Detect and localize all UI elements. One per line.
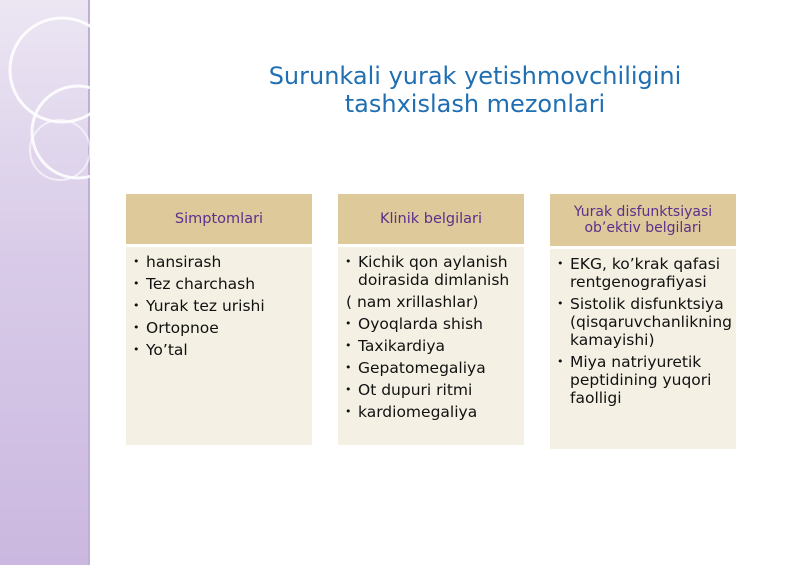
list-item: • Yo’tal [133, 341, 188, 359]
list-item: • Miya natriyuretik peptidining yuqori faolligi [557, 353, 712, 407]
list-item: • Oyoqlarda shish [345, 315, 483, 333]
column-body [550, 249, 736, 449]
list-item: • EKG, ko’krak qafasi rentgenografiyasi [557, 255, 721, 291]
slide-title [200, 62, 750, 118]
item-list [556, 255, 733, 407]
list-item: • Kichik qon aylanish doirasida dimlanish [345, 253, 510, 289]
column-heading: Simptomlari [126, 194, 312, 244]
column-clinical-signs [338, 194, 524, 445]
list-item: • Ortopnoe [133, 319, 219, 337]
title-line-1: Surunkali yurak yetishmovchiligini [268, 62, 682, 90]
title-line-2: tashxislash mezonlari [344, 90, 606, 118]
column-body [126, 247, 312, 445]
column-symptoms [126, 194, 312, 445]
list-item: • Ot dupuri ritmi [345, 381, 473, 399]
list-item: • Yurak tez urishi [133, 297, 265, 315]
list-item: ( nam xrillashlar) [346, 293, 479, 311]
column-objective-signs [550, 194, 736, 449]
item-list [344, 253, 518, 421]
list-item: • Taxikardiya [345, 337, 445, 355]
list-item: • Tez charchash [133, 275, 256, 293]
list-item: • hansirash [133, 253, 222, 271]
circle-ornament-icon [0, 0, 120, 260]
list-item: • Sistolik disfunktsiya (qisqaruvchanlikning kamayishi) [557, 295, 733, 349]
list-item: • kardiomegaliya [345, 403, 478, 421]
list-item: • Gepatomegaliya [345, 359, 486, 377]
column-heading: Klinik belgilari [338, 194, 524, 244]
column-body [338, 247, 524, 445]
column-heading: Yurak disfunktsiyasi ob’ektiv belgilari [550, 194, 736, 246]
item-list [132, 253, 306, 359]
